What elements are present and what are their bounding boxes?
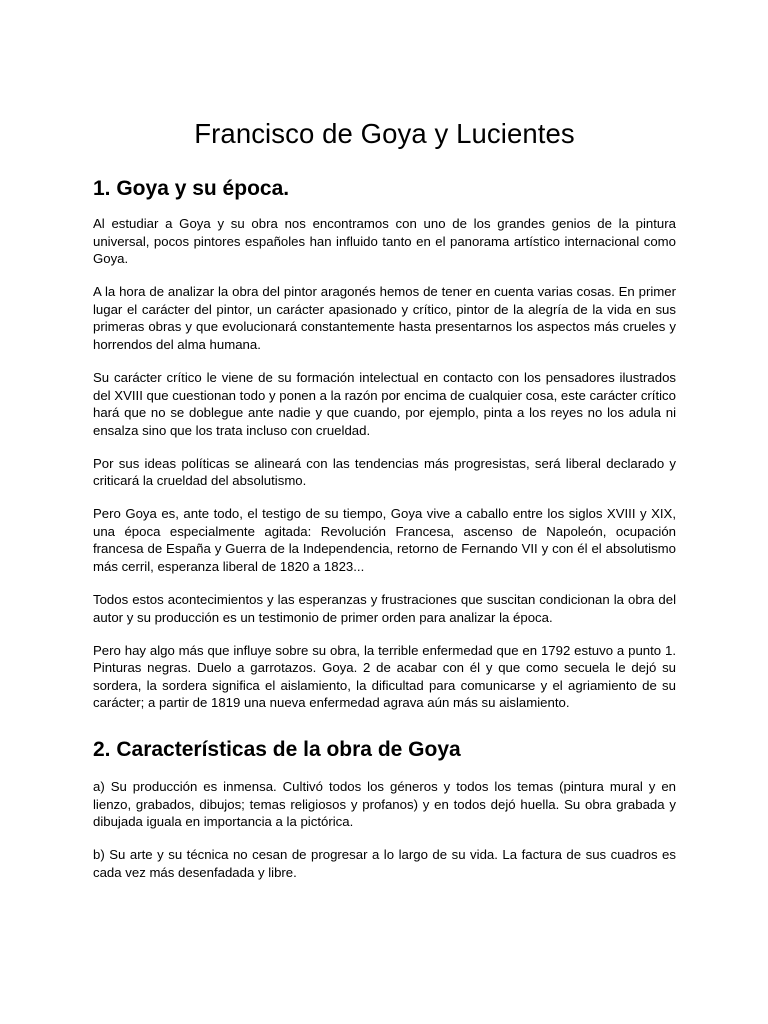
paragraph: Por sus ideas políticas se alineará con las tendencias más progresistas, será liberal declarado y criticará la crueldad del absolutismo. [93,455,676,489]
section-heading-goya-epoca: 1. Goya y su época. [93,177,290,200]
paragraph: Su carácter crítico le viene de su formación intelectual en contacto con los pensadores ilustrados del XVIII que cuestionan todo y ponen a la razón por encima de cualquier cosa, este carácter crítico hará que no se doblegue ante nadie y que cuando, por ejemplo, pinta a los reyes no los adula ni ensalza sino que los trata incluso con crueldad. [93,369,676,438]
paragraph: a) Su producción es inmensa. Cultivó todos los géneros y todos los temas (pintura mural y en lienzo, grabados, dibujos; temas religiosos y profanos) y en todos dejó huella. Su obra grabada y dibujada iguala en importancia a la pictórica. [93,779,676,830]
section-heading-caracteristicas: 2. Características de la obra de Goya [93,738,461,761]
paragraph: Pero Goya es, ante todo, el testigo de su tiempo, Goya vive a caballo entre los siglos XVIII y XIX, una época especialmente agitada: Revolución Francesa, ascenso de Napoleón, ocupación francesa de España y Guerra de la Independencia, retorno de Fernando VII y con él el absolutismo más cerril, esperanza liberal de 1820 a 1823... [93,506,676,575]
paragraph: A la hora de analizar la obra del pintor aragonés hemos de tener en cuenta varias cosas. En primer lugar el carácter del pintor, un carácter apasionado y crítico, pintor de la alegría de la vida en sus primeras obras y que evolucionará constantemente hasta presentarnos los aspectos más crueles y horrendos del alma humana. [93,284,676,352]
paragraph: Todos estos acontecimientos y las esperanzas y frustraciones que suscitan condicionan la obra del autor y su producción es un testimonio de primer orden para analizar la época. [93,592,676,625]
paragraph: Al estudiar a Goya y su obra nos encontramos con uno de los grandes genios de la pintura universal, pocos pintores españoles han influido tanto en el panorama artístico internacional como Goya. [93,216,676,267]
document-title: Francisco de Goya y Lucientes [194,118,575,149]
paragraph: b) Su arte y su técnica no cesan de progresar a lo largo de su vida. La factura de sus cuadros es cada vez más desenfadada y libre. [93,847,676,880]
paragraph: Pero hay algo más que influye sobre su obra, la terrible enfermedad que en 1792 estuvo a punto 1. Pinturas negras. Duelo a garrotazos. Goya. 2 de acabar con él y que como secuela le dejó su sordera, la sordera significa el aislamiento, la dificultad para comunicarse y el agriamiento de su carácter; a partir de 1819 una nueva enfermedad agrava aún más su aislamiento. [93,642,676,711]
